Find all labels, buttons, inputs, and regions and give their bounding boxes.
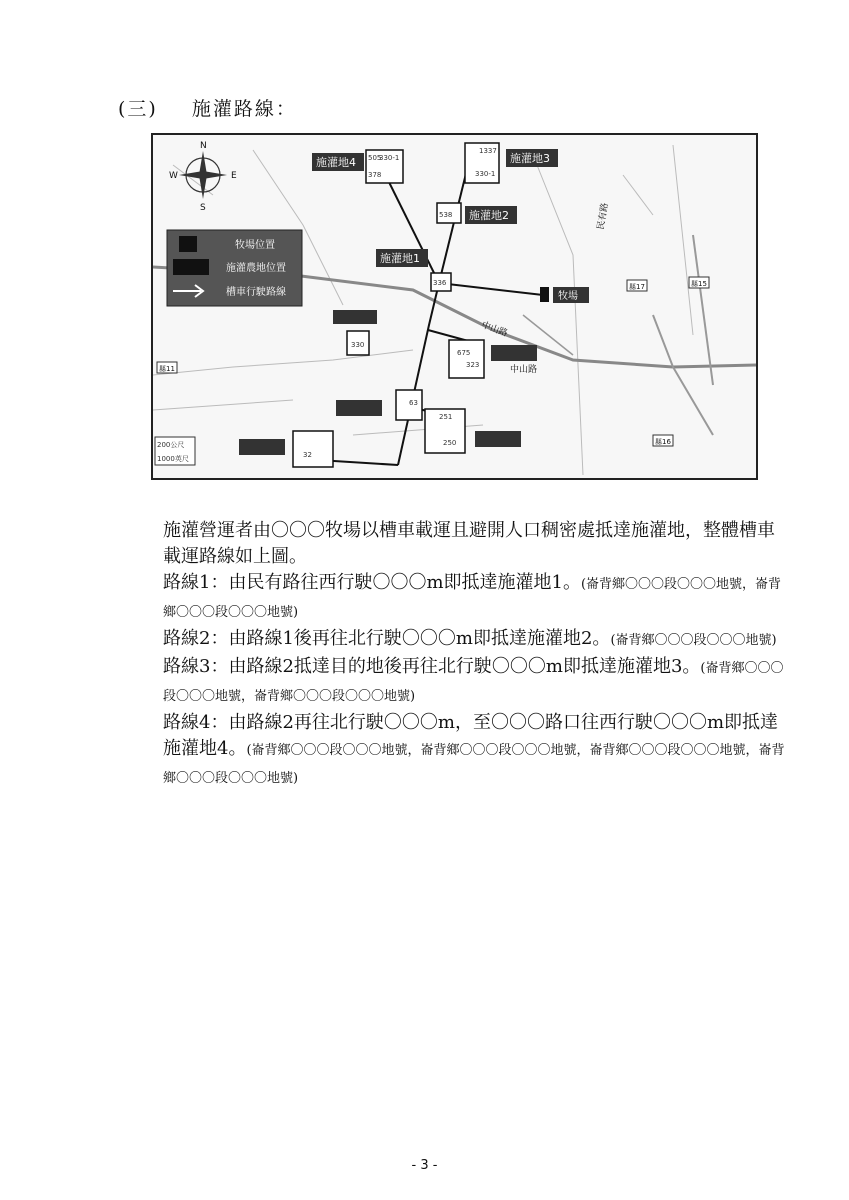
paragraph-intro: 施灌營運者由〇〇〇牧場以槽車載運且避開人口稠密處抵達施灌地，整體槽車載運路線如上圖。 [163, 520, 775, 567]
svg-text:250: 250 [443, 439, 457, 447]
label-road-16: 縣16 [655, 438, 671, 446]
compass-icon [169, 141, 237, 213]
label-zhongshan-rd: 中山路 [479, 320, 509, 340]
svg-text:330: 330 [351, 341, 365, 349]
svg-text:251: 251 [439, 413, 453, 421]
svg-text:330-1: 330-1 [379, 154, 400, 162]
paragraph-route-1: 路線1：由民有路往西行駛〇〇〇m即抵達施灌地1。(崙背鄉〇〇〇段〇〇〇地號，崙背鄉〇〇〇段〇〇〇地號) [163, 572, 782, 620]
route-map [151, 133, 758, 480]
svg-text:1337: 1337 [479, 147, 497, 155]
legend-irrigation: 施灌農地位置 [226, 263, 286, 274]
svg-text:323: 323 [466, 361, 480, 369]
paragraph-route-4: 路線4：由路線2再往北行駛〇〇〇m，至〇〇〇路口往西行駛〇〇〇m即抵達施灌地4。(崙背鄉〇〇〇段〇〇〇地號，崙背鄉〇〇〇段〇〇〇地號，崙背鄉〇〇〇段〇〇〇地號，崙背鄉〇〇〇段〇〇〇地號) [163, 712, 785, 786]
svg-text:63: 63 [409, 399, 418, 407]
irrigation-legend-swatch [173, 259, 209, 275]
compass-n: N [200, 141, 207, 151]
section-heading [118, 94, 297, 121]
parcel-box-sw [293, 431, 333, 467]
label-road-17: 縣17 [629, 283, 645, 291]
parcel-box-mid [449, 340, 484, 378]
compass-s: S [200, 203, 206, 213]
svg-text:505: 505 [368, 154, 382, 162]
label-irrigation-3: 施灌地3 [510, 152, 550, 165]
section-title: 施灌路線： [191, 98, 297, 120]
label-irrigation-1: 施灌地1 [380, 252, 420, 265]
svg-text:32: 32 [303, 451, 312, 459]
legend-ranch: 牧場位置 [235, 240, 275, 251]
label-ranch: 牧場 [558, 291, 578, 302]
ranch-marker [540, 287, 549, 302]
compass-w: W [169, 171, 178, 181]
label-minyou-rd: 民有路 [596, 202, 611, 231]
svg-text:336: 336 [433, 279, 447, 287]
svg-text:538: 538 [439, 211, 453, 219]
label-irrigation-4: 施灌地4 [316, 156, 356, 169]
ranch-legend-swatch [179, 236, 197, 252]
compass-e: E [231, 171, 237, 181]
scale-200m: 200公尺 [157, 441, 185, 449]
label-road-15: 縣15 [691, 280, 707, 288]
route-map-graphic [153, 135, 756, 478]
svg-text:330-1: 330-1 [475, 170, 496, 178]
paragraph-route-2: 路線2：由路線1後再往北行駛〇〇〇m即抵達施灌地2。(崙背鄉〇〇〇段〇〇〇地號) [163, 628, 777, 649]
scale-bar [155, 437, 195, 465]
route-description [163, 518, 788, 792]
section-number: (三) [118, 98, 158, 120]
svg-text:675: 675 [457, 349, 471, 357]
label-road-11: 縣11 [159, 365, 175, 373]
label-zhongshan-rd-2: 中山路 [510, 365, 538, 375]
paragraph-route-3: 路線3：由路線2抵達目的地後再往北行駛〇〇〇m即抵達施灌地3。(崙背鄉〇〇〇段〇〇〇地號，崙背鄉〇〇〇段〇〇〇地號) [163, 656, 784, 704]
label-irrigation-2: 施灌地2 [469, 209, 509, 222]
map-legend [167, 230, 302, 306]
page-number: - 3 - [411, 1158, 438, 1173]
legend-route: 槽車行駛路線 [226, 287, 286, 298]
svg-text:378: 378 [368, 171, 382, 179]
scale-1000ft: 1000英尺 [157, 455, 189, 463]
